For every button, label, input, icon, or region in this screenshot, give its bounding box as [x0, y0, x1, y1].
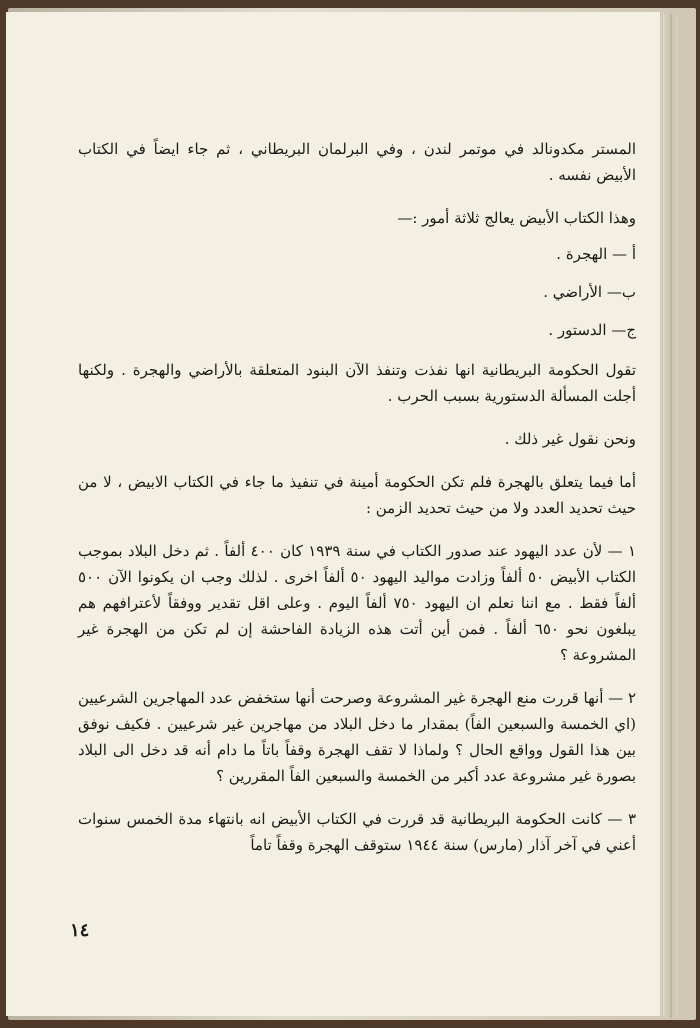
page-number: ١٤ — [70, 920, 90, 941]
paragraph: ونحن نقول غير ذلك . — [504, 430, 636, 448]
list-item: ج— الدستور . — [548, 321, 636, 339]
paragraph: وهذا الكتاب الأبيض يعالج ثلاثة أمور :— — [397, 209, 636, 227]
paragraph: ٣ — كانت الحكومة البريطانية قد قررت في الكتاب الأبيض انه بانتهاء مدة الخمس سنوات أعني في آخر آذار (مارس) سنة ١٩٤٤ ستوقف الهجرة وقفاً تاماً — [78, 810, 636, 854]
paragraph: ٢ — أنها قررت منع الهجرة غير المشروعة وصرحت أنها ستخفض عدد المهاجرين الشرعيين (اي الخمسة والسبعين الفاً) بمقدار ما دخل البلاد من مهاجرين غير شرعيين . فكيف نوفق بين هذا القول وواقع الحال ؟ ولماذا لا تقف الهجرة وقفاً باتاً ما دام أنه قد دخل الى البلاد بصورة غير مشروعة عدد أكبر من الخمسة والسبعين الفاً المقررين ؟ — [78, 689, 636, 785]
page-edge — [664, 14, 666, 1018]
page-edge — [670, 14, 672, 1018]
book-page — [6, 12, 660, 1016]
paragraph: أما فيما يتعلق بالهجرة فلم تكن الحكومة أمينة في تنفيذ ما جاء في الكتاب الابيض ، لا من حيث تحديد العدد ولا من حيث تحديد الزمن : — [78, 473, 636, 517]
page-edge — [676, 14, 678, 1018]
paragraph: تقول الحكومة البريطانية انها نفذت وتنفذ الآن البنود المتعلقة بالأراضي والهجرة . ولكنها أجلت المسألة الدستورية بسبب الحرب . — [78, 361, 636, 405]
paragraph: ١ — لأن عدد اليهود عند صدور الكتاب في سنة ١٩٣٩ كان ٤٠٠ ألفاً . ثم دخل البلاد بموجب الكتاب الأبيض ٥٠ ألفاً وزادت مواليد اليهود ٥٠ ألفاً اخرى . لذلك وجب ان يكونوا الآن ٥٠٠ ألفاً فقط . مع اننا نعلم ان اليهود ٧٥٠ ألفاً اليوم . وعلى اقل تقدير ووفقاً لأعترافهم هم يبلغون نحو ٦٥٠ ألفاً . فمن أين أتت هذه الزيادة الفاحشة إن لم تكن من الهجرة غير المشروعة ؟ — [78, 542, 637, 664]
page-text — [78, 136, 636, 875]
list-item: أ — الهجرة . — [556, 245, 636, 263]
list-item: ب— الأراضي . — [543, 283, 636, 301]
paragraph: المستر مكدونالد في موتمر لندن ، وفي البرلمان البريطاني ، ثم جاء ايضاً في الكتاب الأبيض نفسه . — [78, 140, 636, 184]
